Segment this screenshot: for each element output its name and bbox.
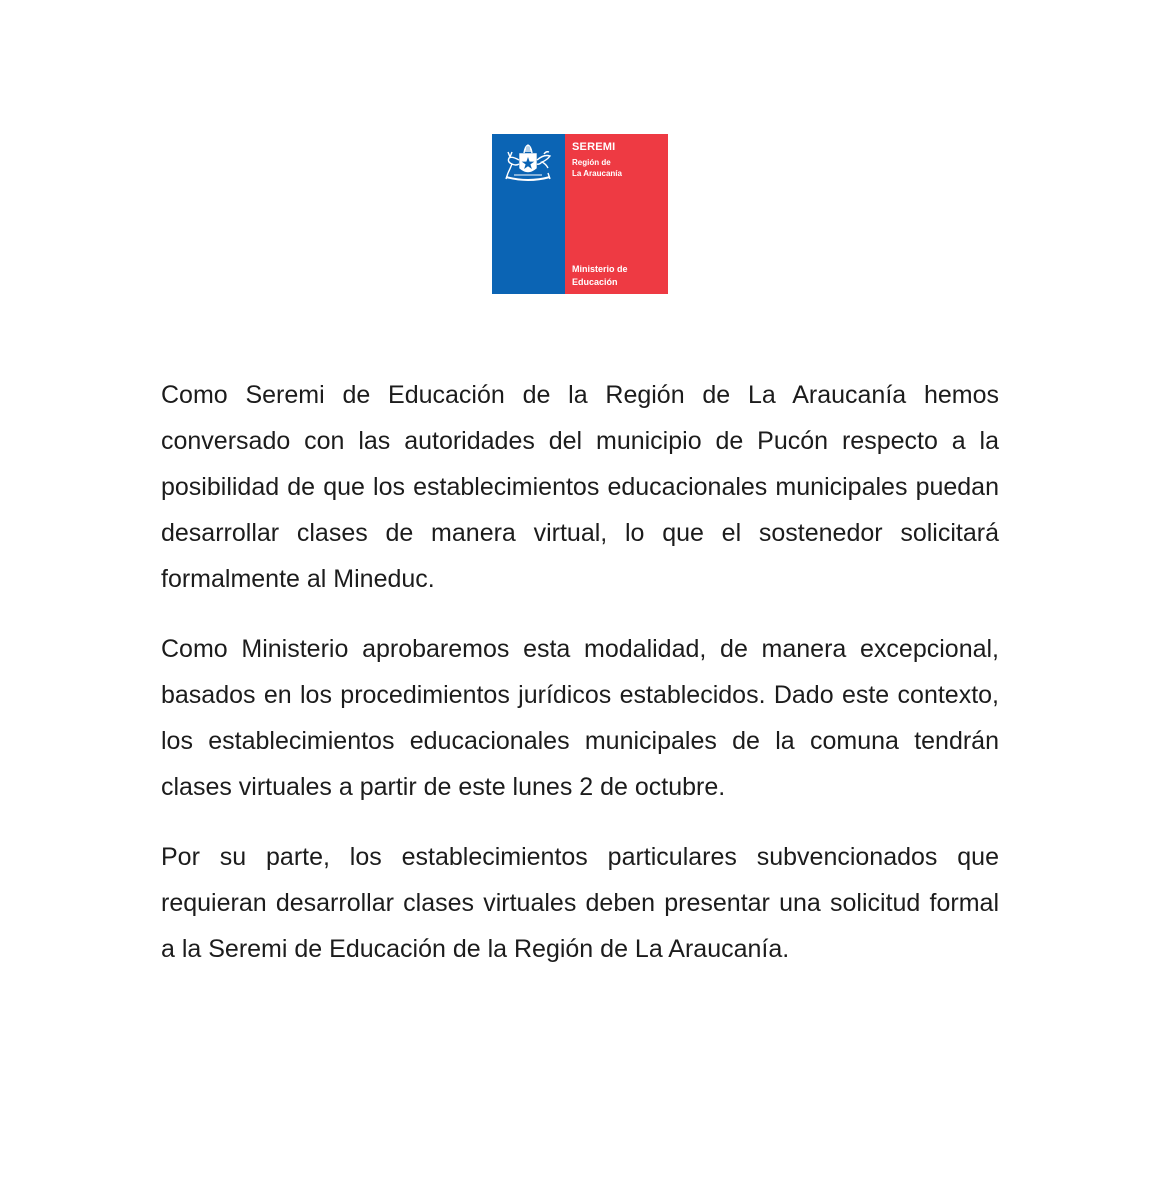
logo-red-panel xyxy=(565,134,668,294)
statement-body xyxy=(161,372,999,996)
logo-blue-panel xyxy=(492,134,565,294)
statement-paragraph-3: Por su parte, los establecimientos particulares subvencionados que requieran desarrollar clases virtuales deben presentar una solicitud formal a la Seremi de Educación de la Región de La Araucanía. xyxy=(161,843,999,963)
logo-region-label xyxy=(572,157,622,179)
logo-region-line1: Región de xyxy=(572,158,611,167)
logo-ministry-line2: Educación xyxy=(572,277,618,287)
coat-of-arms-icon xyxy=(498,142,558,186)
logo-seremi-label: SEREMI xyxy=(572,141,616,153)
ministry-logo xyxy=(492,134,668,294)
statement-paragraph-2: Como Ministerio aprobaremos esta modalidad, de manera excepcional, basados en los procedimientos jurídicos establecidos. Dado este contexto, los establecimientos educacionales municipales de la comuna tendrán clases virtuales a partir de este lunes 2 de octubre. xyxy=(161,635,999,801)
logo-ministry-label xyxy=(572,263,628,289)
logo-ministry-line1: Ministerio de xyxy=(572,264,628,274)
logo-region-line2: La Araucanía xyxy=(572,169,622,178)
statement-paragraph-1: Como Seremi de Educación de la Región de La Araucanía hemos conversado con las autoridades del municipio de Pucón respecto a la posibilidad de que los establecimientos educacionales municipales puedan desarrollar clases de manera virtual, lo que el sostenedor solicitará formalmente al Mineduc. xyxy=(161,381,999,593)
